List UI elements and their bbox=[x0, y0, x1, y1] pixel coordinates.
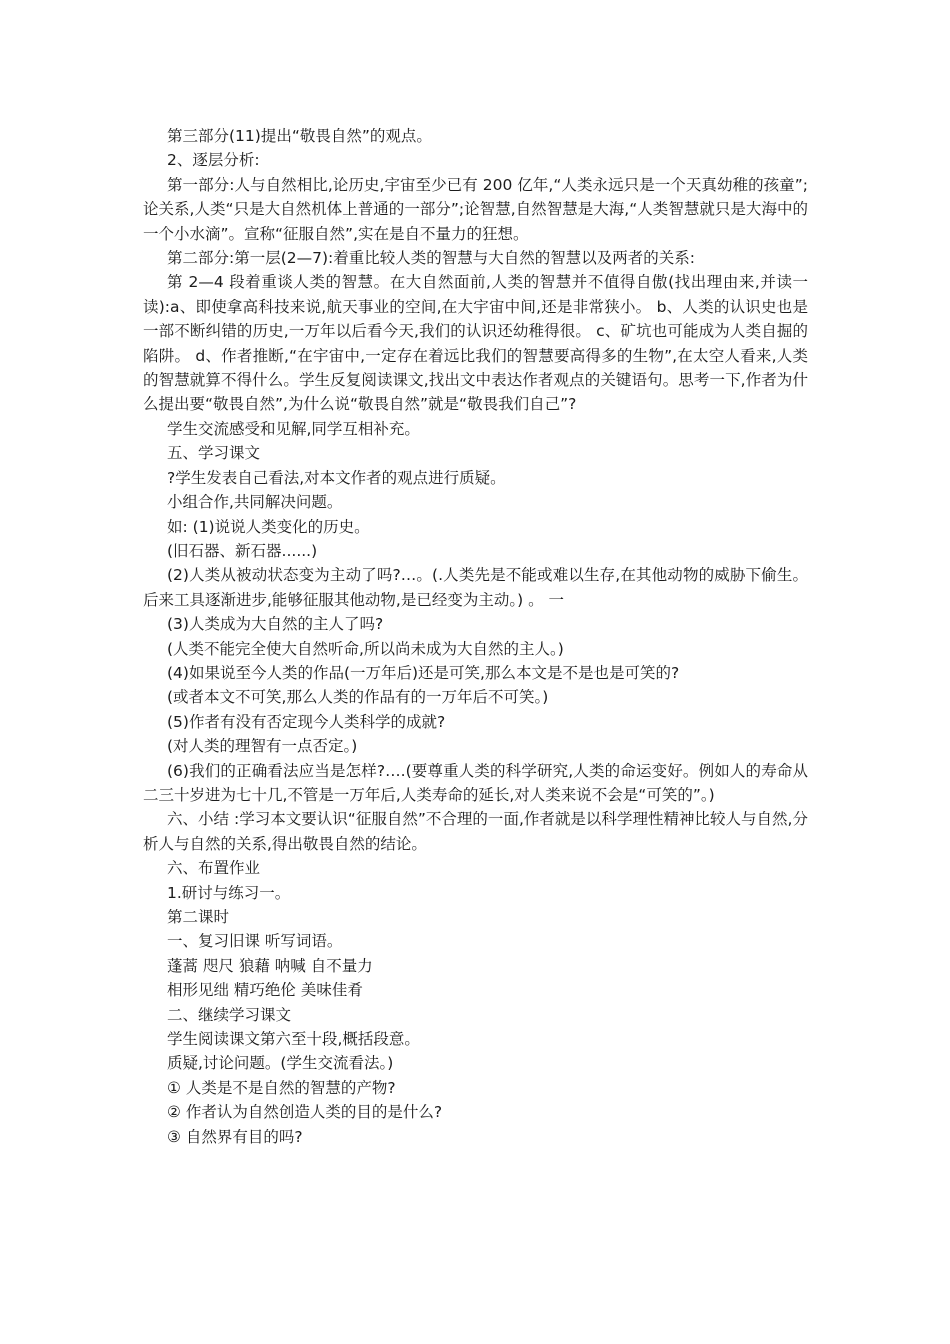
discussion-question-1: ① 人类是不是自然的智慧的产物? bbox=[167, 1078, 396, 1097]
question-1: 如: (1)说说人类变化的历史。 bbox=[167, 517, 370, 536]
answer-1: (旧石器、新石器......) bbox=[167, 541, 318, 560]
discussion-question-2: ② 作者认为自然创造人类的目的是什么? bbox=[167, 1103, 443, 1122]
heading-study-text: 五、学习课文 bbox=[167, 444, 261, 463]
document-body bbox=[143, 124, 808, 1149]
question-2: (2)人类从被动状态变为主动了吗?…。(.人类先是不能或难以生存,在其他动物的威胁下偷生。后来工具逐渐进步,能够征服其他动物,是已经变为主动。) 。 一 bbox=[143, 566, 808, 609]
paragraph-part-two-layer-one: 第二部分:第一层(2—7):着重比较人类的智慧与大自然的智慧以及两者的关系: bbox=[167, 249, 695, 268]
heading-continue-study: 二、继续学习课文 bbox=[167, 1005, 292, 1024]
heading-second-lesson: 第二课时 bbox=[167, 908, 230, 926]
paragraph-discussion: 质疑,讨论问题。(学生交流看法。) bbox=[167, 1054, 394, 1073]
paragraph-student-exchange: 学生交流感受和见解,同学互相补充。 bbox=[167, 419, 420, 438]
paragraph-reading-task: 学生阅读课文第六至十段,概括段意。 bbox=[167, 1030, 420, 1049]
answer-3: (人类不能完全使大自然听命,所以尚未成为大自然的主人。) bbox=[167, 639, 564, 658]
paragraph-questioning: ?学生发表自己看法,对本文作者的观点进行质疑。 bbox=[167, 468, 506, 487]
paragraph-part-three: 第三部分(11)提出“敬畏自然”的观点。 bbox=[167, 127, 432, 145]
heading-homework: 六、布置作业 bbox=[167, 859, 261, 878]
heading-layered-analysis: 2、逐层分析: bbox=[167, 151, 260, 170]
question-6: (6)我们的正确看法应当是怎样?….(要尊重人类的科学研究,人类的命运变好。例如人的寿命从二三十岁进为七十几,不管是一万年后,人类寿命的延长,对人类来说不会是“可笑的”。) bbox=[143, 761, 808, 804]
discussion-question-3: ③ 自然界有目的吗? bbox=[167, 1127, 303, 1146]
question-3: (3)人类成为大自然的主人了吗? bbox=[167, 615, 384, 634]
answer-4: (或者本文不可笑,那么人类的作品有的一万年后不可笑。) bbox=[167, 688, 549, 707]
paragraph-group-work: 小组合作,共同解决问题。 bbox=[167, 493, 343, 512]
question-4: (4)如果说至今人类的作品(一万年后)还是可笑,那么本文是不是也是可笑的? bbox=[167, 663, 680, 682]
heading-review: 一、复习旧课 听写词语。 bbox=[167, 932, 343, 951]
vocabulary-line-1: 蓬蒿 咫尺 狼藉 呐喊 自不量力 bbox=[167, 956, 373, 975]
homework-item-1: 1.研讨与练习一。 bbox=[167, 883, 291, 902]
paragraph-part-one: 第一部分:人与自然相比,论历史,宇宙至少已有 200 亿年,“人类永远只是一个天真幼稚的孩童”;论关系,人类“只是大自然机体上普通的一部分”;论智慧,自然智慧是大海,“人类智慧就只是大海中的一个小水滴”。宣称“征服自然”,实在是自不量力的狂想。 bbox=[143, 175, 808, 243]
question-5: (5)作者有没有否定现今人类科学的成就? bbox=[167, 712, 446, 731]
paragraph-sections-2-4: 第 2—4 段着重谈人类的智慧。在大自然面前,人类的智慧并不值得自傲(找出理由来,并读一读):a、即使拿高科技来说,航天事业的空间,在大宇宙中间,还是非常狭小。 b、人类的认识史也是一部不断纠错的历史,一万年以后看今天,我们的认识还幼稚得很。 c、矿坑也可能成为人类自掘的陷阱。 d、作者推断,“在宇宙中,一定存在着远比我们的智慧要高得多的生物”,在太空人看来,人类的智慧就算不得什么。学生反复阅读课文,找出文中表达作者观点的关键语句。思考一下,作者为什么提出要“敬畏自然”,为什么说“敬畏自然”就是“敬畏我们自己”? bbox=[143, 273, 808, 414]
paragraph-summary: 六、小结 :学习本文要认识“征服自然”不合理的一面,作者就是以科学理性精神比较人与自然,分析人与自然的关系,得出敬畏自然的结论。 bbox=[143, 810, 808, 853]
answer-5: (对人类的理智有一点否定。) bbox=[167, 737, 358, 756]
vocabulary-line-2: 相形见绌 精巧绝伦 美味佳肴 bbox=[167, 981, 363, 1000]
